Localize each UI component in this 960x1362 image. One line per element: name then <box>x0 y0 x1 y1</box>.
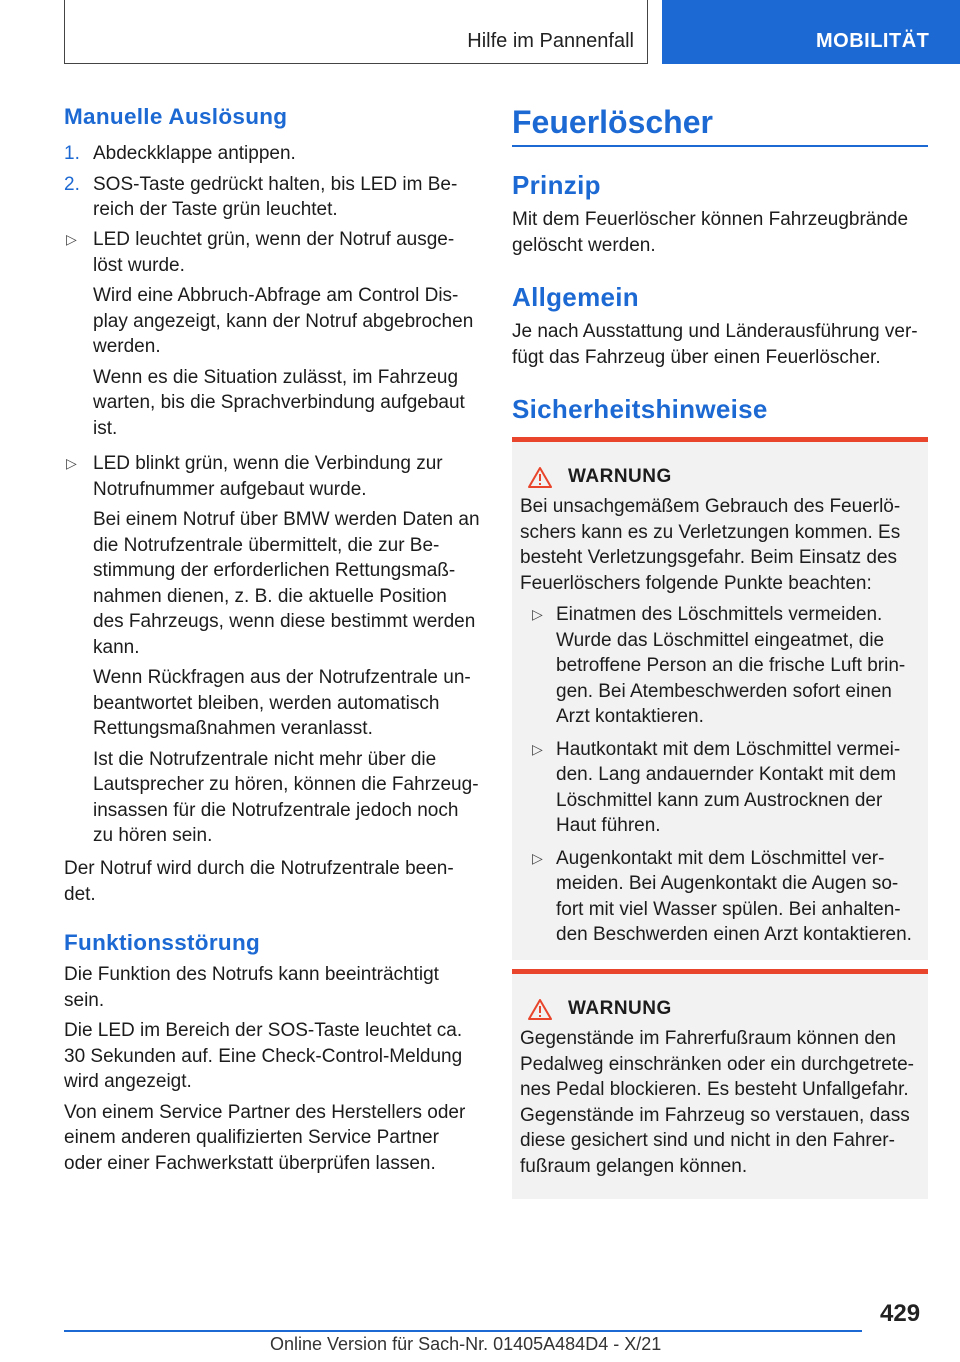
bullet-led-green <box>64 227 480 441</box>
warning-title <box>520 998 920 1020</box>
page-number: 429 <box>880 1300 921 1327</box>
step-number: 2. <box>64 173 80 195</box>
safety-section <box>512 394 928 425</box>
manual-trigger-section <box>64 104 480 130</box>
steps-list <box>64 141 480 223</box>
triangle-bullet-icon: ▷ <box>66 455 77 471</box>
title-rule <box>512 145 928 147</box>
warning-label: WARNUNG <box>568 998 672 1019</box>
step-number: 1. <box>64 143 80 164</box>
fault-paragraph: Die LED im Bereich der SOS-Taste leuchtet ca. 30 Sekunden auf. Eine Check-Control-Meldung wird angezeigt. <box>64 1020 463 1092</box>
list-item <box>526 737 920 839</box>
triangle-bullet-icon: ▷ <box>532 740 543 757</box>
bullet-paragraph-text: Wenn Rückfragen aus der Notrufzentrale un-beantwortet bleiben, werden automatisch Rettungsmaßnahmen veranlasst. <box>93 667 471 739</box>
fault-paragraph: Von einem Service Partner des Herstellers oder einem anderen qualifizierten Service Partner oder einer Fachwerkstatt überprüfen lassen. <box>64 1101 466 1174</box>
step-text: Abdeckklappe antippen. <box>93 143 296 164</box>
fault-paragraph: Die Funktion des Notrufs kann beeinträchtigt sein. <box>64 964 439 1011</box>
fault-heading: Funktionsstörung <box>64 930 261 955</box>
triangle-bullet-icon: ▷ <box>66 231 77 247</box>
warning-triangle-icon <box>528 998 552 1020</box>
bullet-paragraph-text: Wenn es die Situation zulässt, im Fahrzeug warten, bis die Sprachverbindung aufgebaut ist. <box>93 366 465 439</box>
general-text: Je nach Ausstattung und Länderausführung ver-fügt das Fahrzeug über einen Feuerlöscher. <box>512 321 918 368</box>
page-title: Feuerlöscher <box>512 104 713 140</box>
fault-section <box>64 930 480 1176</box>
bullet-led-blink <box>64 451 480 849</box>
bullet-text: LED blinkt grün, wenn die Verbindung zur Notrufnummer aufgebaut wurde. <box>93 453 443 500</box>
bullet-paragraph <box>64 665 480 742</box>
extinguisher-title-block <box>512 104 928 141</box>
general-section <box>512 282 928 370</box>
closing-text: Der Notruf wird durch die Notrufzentrale been-det. <box>64 858 454 905</box>
manual-trigger-heading: Manuelle Auslösung <box>64 104 288 129</box>
warning-text: Gegenstände im Fahrerfußraum können den Pedalweg einschränken oder ein durchgetrete-nes Pedal blockieren. Es besteht Unfallgefahr. Gegenstände im Fahrzeug so verstauen, dass diese gesichert sind und nicht in den Fahrer-fußraum gelangen können. <box>520 1028 914 1177</box>
step-text: SOS-Taste gedrückt halten, bis LED im Be-reich der Taste grün leuchtet. <box>93 173 458 220</box>
bullet-paragraph-text: Wird eine Abbruch-Abfrage am Control Dis-play angezeigt, kann der Notruf abgebrochen werden. <box>93 285 474 357</box>
list-item <box>64 141 480 167</box>
bullet-text: LED leuchtet grün, wenn der Notruf ausge-löst wurde. <box>93 229 455 276</box>
bullet-paragraph <box>64 747 480 849</box>
header-section-title: Hilfe im Pannenfall <box>467 30 634 52</box>
bullet-paragraph <box>64 283 480 360</box>
bullet-paragraph-text: Bei einem Notruf über BMW werden Daten an die Notrufzentrale übermittelt, die zur Be-stimmung der erforderlichen Rettungsmaß-nahmen dienen, z. B. die aktuelle Position des Fahrzeugs, wenn diese bestimmt werden kann. <box>93 509 480 658</box>
footer-rule <box>64 1330 862 1332</box>
list-item <box>526 602 920 730</box>
warning-list <box>520 602 920 948</box>
bullet-paragraph <box>64 365 480 442</box>
triangle-bullet-icon: ▷ <box>532 849 543 866</box>
principle-section <box>512 170 928 258</box>
list-item <box>64 172 480 223</box>
triangle-bullet-icon: ▷ <box>532 606 543 622</box>
warning-label: WARNUNG <box>568 466 672 487</box>
closing-paragraph <box>64 856 468 907</box>
warning-title <box>520 466 920 488</box>
list-item <box>526 846 920 948</box>
warning-list-text: Hautkontakt mit dem Löschmittel vermei-den. Lang andauernder Kontakt mit dem Löschmittel kann zum Austrocknen der Haut führen. <box>556 738 901 836</box>
list-item <box>64 451 480 502</box>
principle-heading: Prinzip <box>512 170 601 200</box>
footer-text: Online Version für Sach-Nr. 01405A484D4 - X/21 <box>270 1334 662 1354</box>
general-heading: Allgemein <box>512 282 639 312</box>
bullet-paragraph <box>64 507 480 660</box>
warning-triangle-icon <box>528 466 552 488</box>
header-chapter-tab[interactable]: MOBILITÄT <box>662 0 960 64</box>
safety-heading: Sicherheitshinweise <box>512 394 768 424</box>
warning-box <box>512 437 928 960</box>
bullet-paragraph-text: Ist die Notrufzentrale nicht mehr über die Lautsprecher zu hören, können die Fahrzeug-insassen für die Notrufzentrale jedoch noch zu hören sein. <box>93 748 479 846</box>
warning-list-text: Einatmen des Löschmittels vermeiden. Wurde das Löschmittel eingeatmet, die betroffene Person an die frische Luft brin-gen. Bei Atembeschwerden sofort einen Arzt kontaktieren. <box>556 604 906 727</box>
warning-list-text: Augenkontakt mit dem Löschmittel ver-meiden. Bei Augenkontakt die Augen so-fort mit viel Wasser spülen. Bei anhalten-den Beschwerden einen Arzt kontaktieren. <box>556 847 912 945</box>
list-item <box>64 227 480 278</box>
warning-box <box>512 969 928 1199</box>
warning-text: Bei unsachgemäßem Gebrauch des Feuerlö-schers kann es zu Verletzungen kommen. Es besteht Verletzungsgefahr. Beim Einsatz des Feuerlöschers folgende Punkte beachten: <box>520 496 901 594</box>
principle-text: Mit dem Feuerlöscher können Fahrzeugbrände gelöscht werden. <box>512 209 909 256</box>
